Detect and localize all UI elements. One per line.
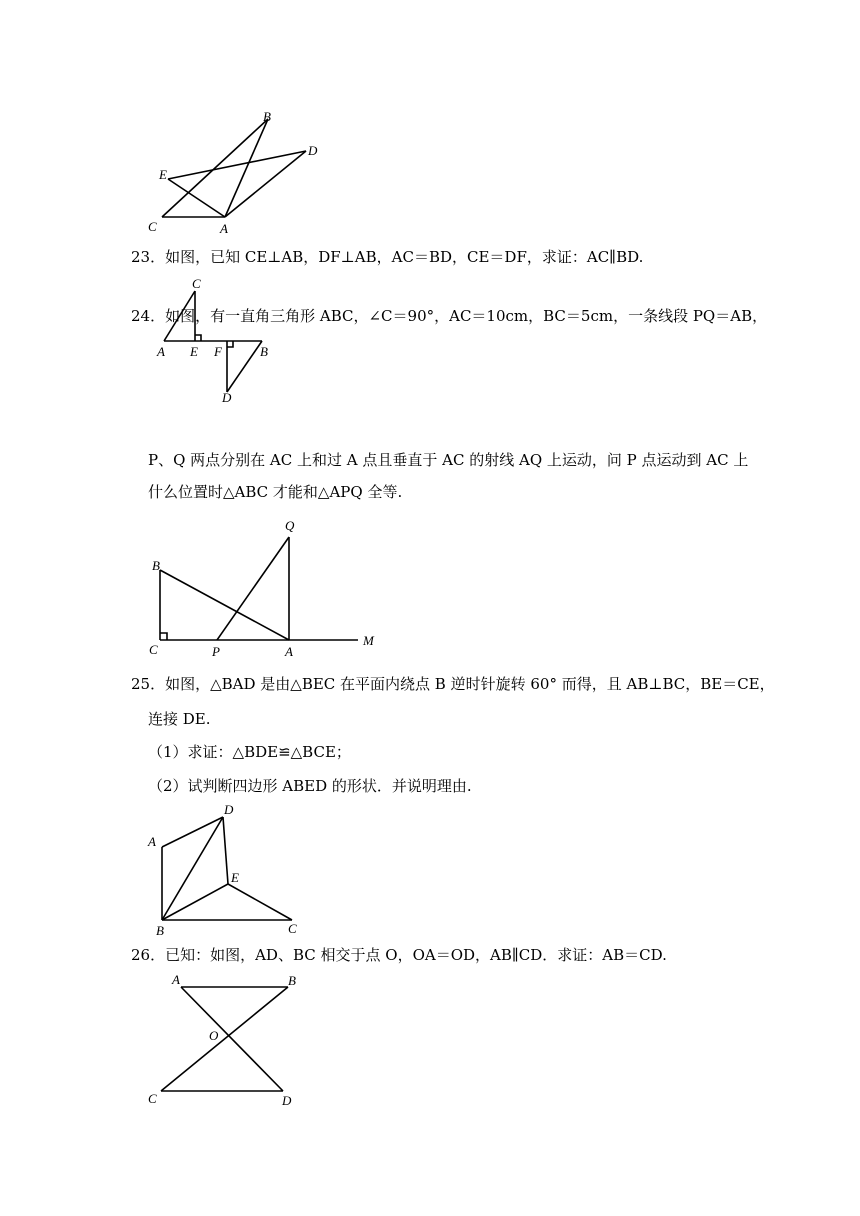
question-25-line1 bbox=[131, 674, 775, 694]
label-b: B bbox=[263, 109, 271, 124]
label-d: D bbox=[282, 1093, 292, 1108]
label-o: O bbox=[209, 1028, 219, 1043]
question-24-line1 bbox=[131, 306, 767, 326]
label-b: B bbox=[288, 973, 296, 988]
label-m: M bbox=[363, 633, 374, 648]
question-text: 如图，△BAD 是由△BEC 在平面内绕点 B 逆时针旋转 60° 而得，且 AB⊥BC，BE＝CE， bbox=[165, 675, 775, 693]
label-d: D bbox=[224, 802, 234, 817]
question-text: P、Q 两点分别在 AC 上和过 A 点且垂直于 AC 的射线 AQ 上运动，问 P 点运动到 AC 上 bbox=[148, 451, 749, 469]
label-f: F bbox=[214, 344, 222, 359]
label-c: C bbox=[148, 1091, 157, 1106]
label-b: B bbox=[152, 558, 160, 573]
question-23 bbox=[131, 247, 643, 267]
question-number: 26． bbox=[131, 946, 166, 964]
label-b: B bbox=[156, 923, 164, 938]
question-25-part1 bbox=[148, 742, 351, 762]
question-24-line3 bbox=[148, 482, 402, 502]
label-a: A bbox=[220, 221, 228, 236]
figure-q25 bbox=[140, 800, 320, 940]
question-text: 已知：如图，AD、BC 相交于点 O，OA＝OD，AB∥CD．求证：AB＝CD. bbox=[165, 946, 667, 964]
question-text: 连接 DE. bbox=[148, 710, 211, 728]
label-p: P bbox=[212, 644, 220, 659]
label-c: C bbox=[148, 219, 157, 234]
question-24-line2 bbox=[148, 450, 748, 470]
figure-q23 bbox=[150, 275, 280, 405]
figure-q22 bbox=[140, 105, 340, 240]
label-c: C bbox=[288, 921, 297, 936]
label-c: C bbox=[192, 276, 201, 291]
question-text: 如图，有一直角三角形 ABC，∠C＝90°，AC＝10cm，BC＝5cm，一条线段 PQ＝AB， bbox=[165, 307, 768, 325]
question-25-part2 bbox=[148, 776, 472, 796]
label-a: A bbox=[148, 834, 156, 849]
question-text: 什么位置时△ABC 才能和△APQ 全等. bbox=[148, 483, 403, 501]
label-d: D bbox=[308, 143, 318, 158]
question-number: 25． bbox=[131, 675, 166, 693]
label-e: E bbox=[190, 344, 198, 359]
question-text: （2）试判断四边形 ABED 的形状．并说明理由. bbox=[148, 777, 472, 795]
question-text: 如图，已知 CE⊥AB，DF⊥AB，AC＝BD，CE＝DF，求证：AC∥BD. bbox=[165, 248, 644, 266]
label-a: A bbox=[172, 972, 180, 987]
label-c: C bbox=[149, 642, 158, 657]
question-number: 24． bbox=[131, 307, 166, 325]
label-b: B bbox=[260, 344, 268, 359]
label-a: A bbox=[285, 644, 293, 659]
figure-q24 bbox=[140, 515, 390, 660]
question-26 bbox=[131, 945, 667, 965]
label-q: Q bbox=[285, 518, 295, 533]
question-number: 23． bbox=[131, 248, 166, 266]
figure-q26 bbox=[140, 970, 315, 1110]
label-e: E bbox=[159, 167, 167, 182]
label-a: A bbox=[157, 344, 165, 359]
label-e: E bbox=[231, 870, 239, 885]
label-d: D bbox=[222, 390, 232, 405]
question-text: （1）求证：△BDE≌△BCE； bbox=[148, 743, 351, 761]
question-25-line2 bbox=[148, 709, 211, 729]
